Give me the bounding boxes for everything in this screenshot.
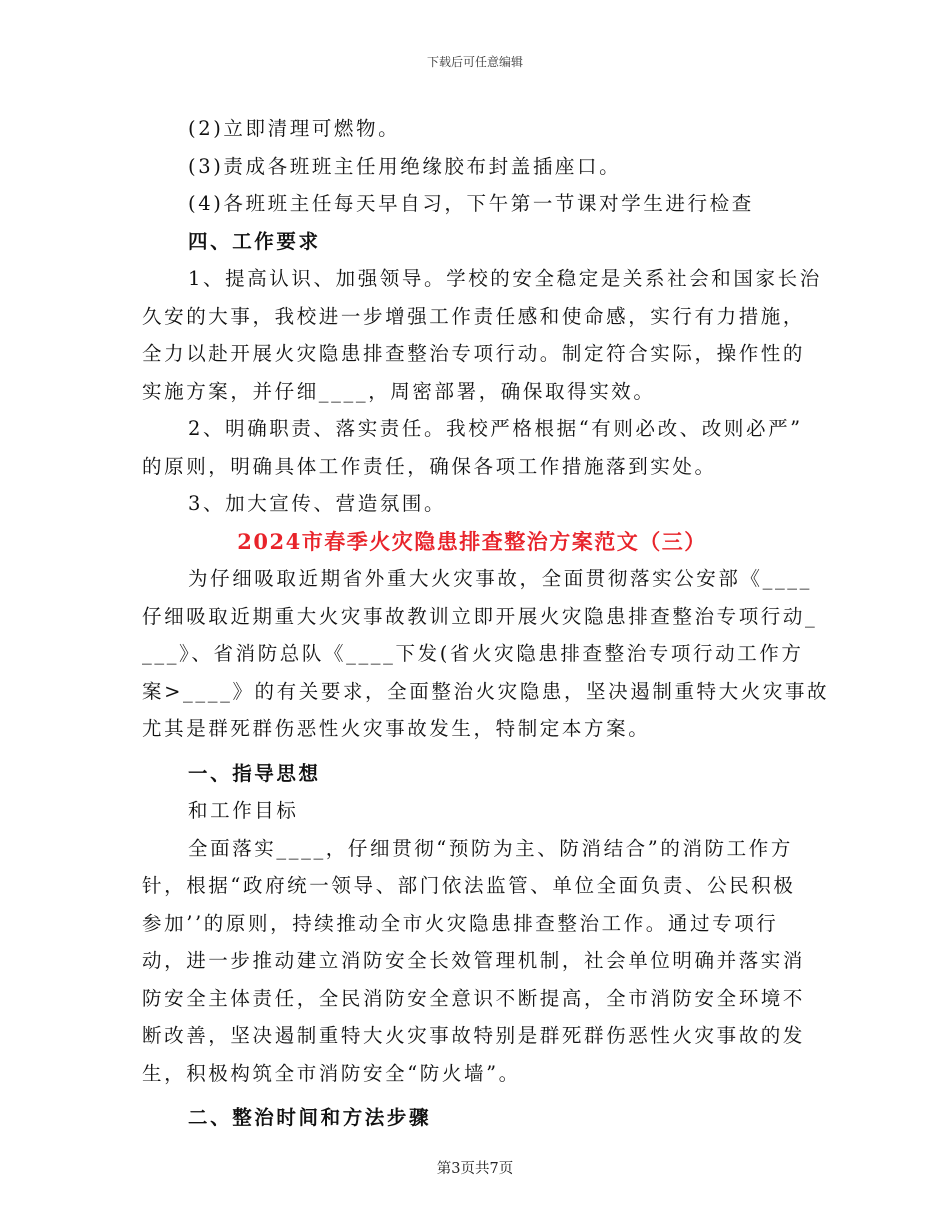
paragraph-line: 全力以赴开展火灾隐患排查整治专项行动。制定符合实际，操作性的 xyxy=(142,342,806,365)
list-item-4: (4)各班班主任每天早自习，下午第一节课对学生进行检查 xyxy=(188,192,754,215)
paragraph-line: 动，进一步推动建立消防安全长效管理机制，社会单位明确并落实消 xyxy=(142,949,806,972)
paragraph-line: 为仔细吸取近期省外重大火灾事故，全面贯彻落实公安部《____ xyxy=(188,567,813,590)
paragraph-line: 实施方案，并仔细____，周密部署，确保取得实效。 xyxy=(142,379,656,403)
paragraph-line: 参加’’的原则，持续推动全市火灾隐患排查整治工作。通过专项行 xyxy=(142,911,779,935)
paragraph-line: 的原则，明确具体工作责任，确保各项工作措施落到实处。 xyxy=(142,454,717,478)
paragraph-line: ___》、省消防总队《____下发(省火灾隐患排查整治专项行动工作方 xyxy=(142,642,804,665)
document-title: 2024市春季火灾隐患排查整治方案范文（三） xyxy=(237,528,707,554)
list-item-2: (2)立即清理可燃物。 xyxy=(188,117,401,140)
section-heading-guiding-ideology: 一、指导思想 xyxy=(188,761,321,785)
paragraph-line: 尤其是群死群伤恶性火灾事故发生，特制定本方案。 xyxy=(142,717,651,740)
section-heading-work-requirements: 四、工作要求 xyxy=(188,229,321,253)
paragraph-line: 断改善，坚决遏制重特大火灾事故特别是群死群伤恶性火灾事故的发 xyxy=(142,1024,806,1047)
paragraph-line: 仔细吸取近期重大火灾事故教训立即开展火灾隐患排查整治专项行动_ xyxy=(142,604,818,628)
paragraph-line: 3、加大宣传、营造氛围。 xyxy=(188,492,447,515)
paragraph-line: 防安全主体责任，全民消防安全意识不断提高，全市消防安全环境不 xyxy=(142,986,806,1010)
paragraph-line: 针，根据“政府统一领导、部门依法监管、单位全面负责、公民积极 xyxy=(142,874,796,897)
paragraph-line: 全面落实____，仔细贯彻“预防为主、防消结合”的消防工作方 xyxy=(188,836,793,860)
section-heading-time-and-steps: 二、整治时间和方法步骤 xyxy=(188,1106,432,1129)
paragraph-line: 和工作目标 xyxy=(188,799,299,822)
paragraph-line: 1、提高认识、加强领导。学校的安全稳定是关系社会和国家长治 xyxy=(188,267,822,290)
list-item-3: (3)责成各班班主任用绝缘胶布封盖插座口。 xyxy=(188,154,622,178)
page-header-note: 下载后可任意编辑 xyxy=(426,55,523,69)
page-number: 第3页共7页 xyxy=(436,1161,514,1177)
paragraph-line: 生，积极构筑全市消防安全“防火墙”。 xyxy=(142,1061,521,1085)
paragraph-line: 案>____》的有关要求，全面整治火灾隐患，坚决遏制重特大火灾事故 xyxy=(142,679,830,703)
paragraph-line: 2、明确职责、落实责任。我校严格根据“有则必改、改则必严” xyxy=(188,417,803,440)
document-body xyxy=(142,110,830,1137)
paragraph-line: 久安的大事，我校进一步增强工作责任感和使命感，实行有力措施， xyxy=(142,304,806,328)
